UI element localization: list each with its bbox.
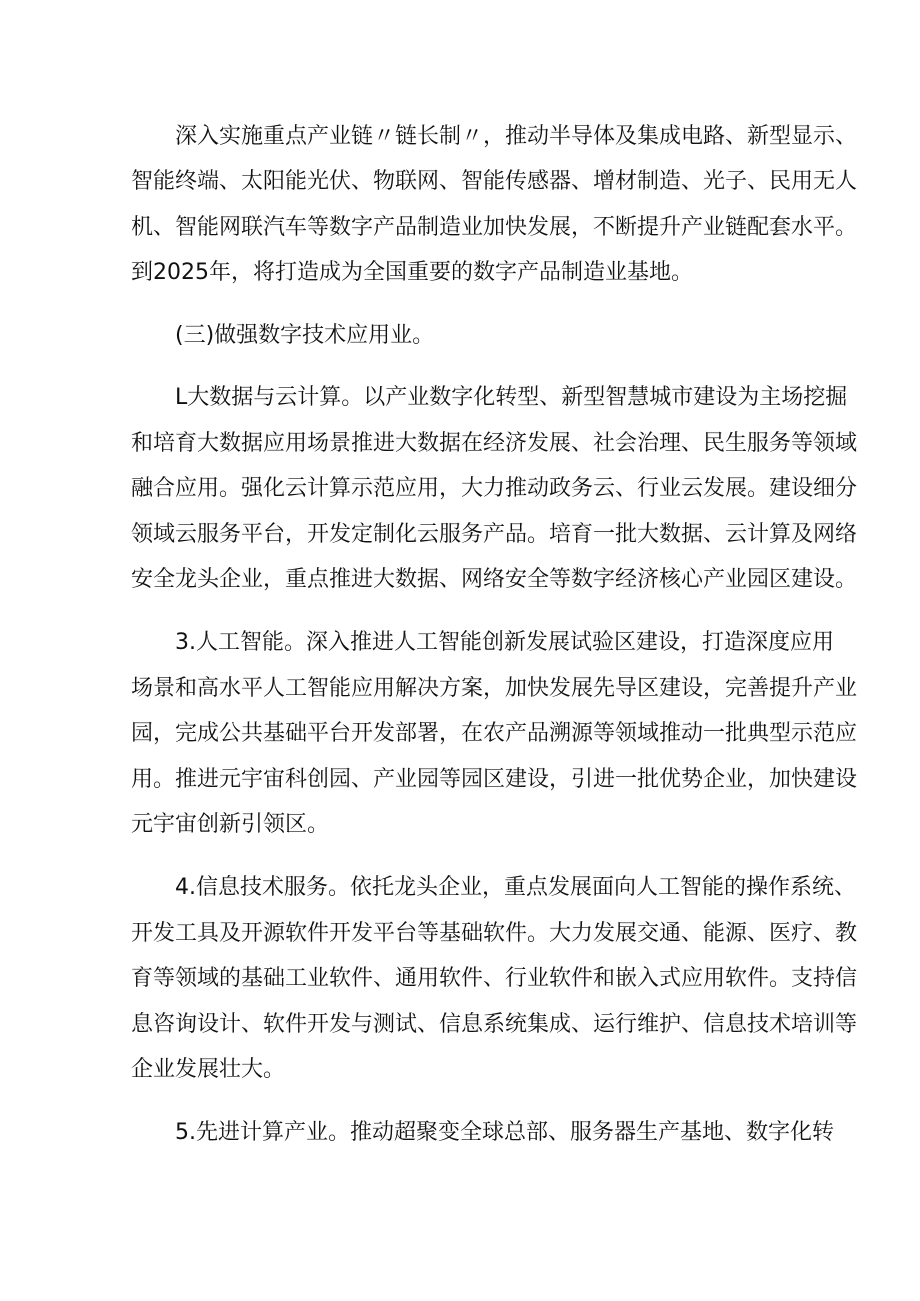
text-line: 领域云服务平台，开发定制化云服务产品。培育一批大数据、云计算及网络 xyxy=(131,522,858,547)
text-line: 用。推进元宇宙科创园、产业园等园区建设，引进一批优势企业，加快建设 xyxy=(131,767,858,792)
text-line: 企业发展壮大。 xyxy=(131,1057,286,1082)
text-line: 安全龙头企业，重点推进大数据、网络安全等数字经济核心产业园区建设。 xyxy=(131,567,858,592)
text-line: 到2025年，将打造成为全国重要的数字产品制造业基地。 xyxy=(131,260,693,285)
text-line: 开发工具及开源软件开发平台等基础软件。大力发展交通、能源、医疗、教 xyxy=(131,921,858,946)
text-line: 和培育大数据应用场景推进大数据在经济发展、社会治理、民生服务等领域 xyxy=(131,431,858,456)
heading-line: (三)做强数字技术应用业。 xyxy=(175,323,435,348)
text-line: 场景和高水平人工智能应用解决方案，加快发展先导区建设，完善提升产业 xyxy=(131,676,858,701)
text-line: 深入实施重点产业链〃链长制〃，推动半导体及集成电路、新型显示、 xyxy=(175,124,858,149)
text-line: 融合应用。强化云计算示范应用，大力推动政务云、行业云发展。建设细分 xyxy=(131,476,858,501)
text-line: L大数据与云计算。以产业数字化转型、新型智慧城市建设为主场挖掘 xyxy=(175,385,848,410)
text-line: 园，完成公共基础平台开发部署，在农产品溯源等领域推动一批典型示范应 xyxy=(131,721,858,746)
text-line: 息咨询设计、软件开发与测试、信息系统集成、运行维护、信息技术培训等 xyxy=(131,1012,858,1037)
text-line: 5.先进计算产业。推动超聚变全球总部、服务器生产基地、数字化转 xyxy=(175,1120,834,1145)
text-line: 元宇宙创新引领区。 xyxy=(131,812,330,837)
text-line: 3.人工智能。深入推进人工智能创新发展试验区建设，打造深度应用 xyxy=(175,630,834,655)
text-line: 4.信息技术服务。依托龙头企业，重点发展面向人工智能的操作系统、 xyxy=(175,875,856,900)
text-line: 机、智能网联汽车等数字产品制造业加快发展，不断提升产业链配套水平。 xyxy=(131,215,858,240)
text-line: 智能终端、太阳能光伏、物联网、智能传感器、增材制造、光子、民用无人 xyxy=(131,169,858,194)
text-line: 育等领域的基础工业软件、通用软件、行业软件和嵌入式应用软件。支持信 xyxy=(131,966,858,991)
